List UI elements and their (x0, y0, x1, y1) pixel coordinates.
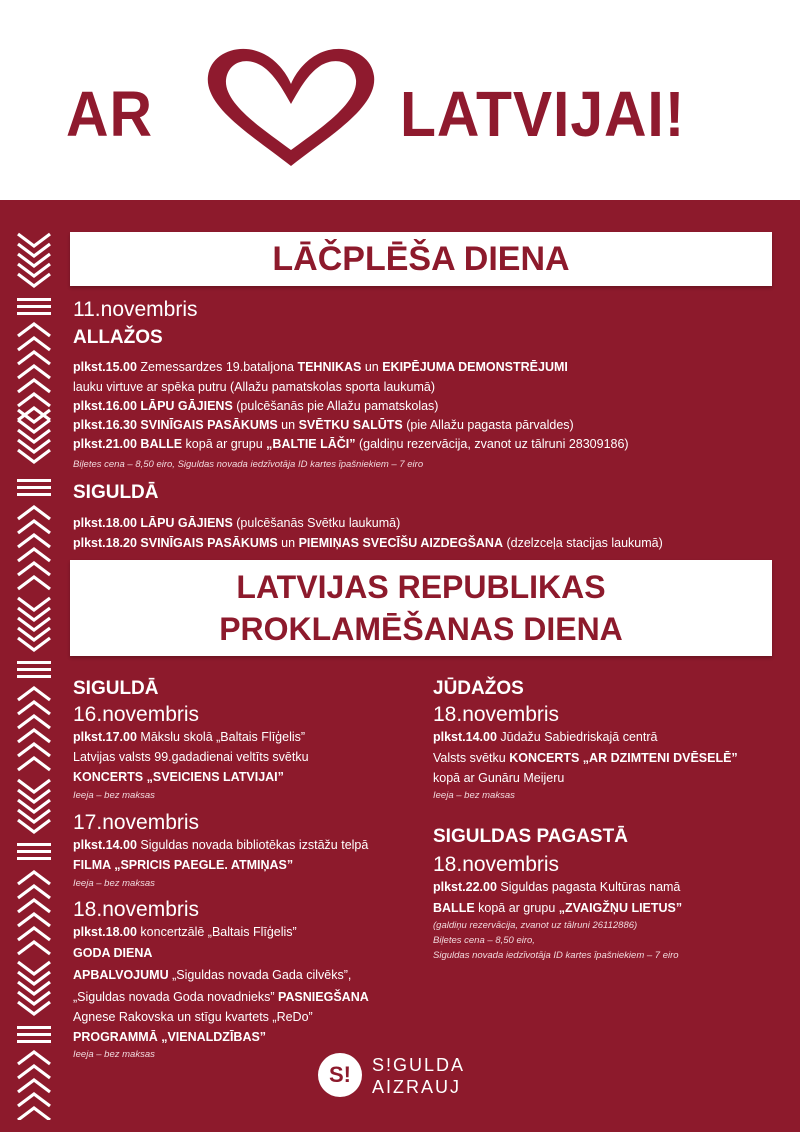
ticket-note: Siguldas novada iedzīvotāja ID kartes īpašniekiem – 7 eiro (433, 950, 679, 961)
section-title-line: PROKLAMĒŠANAS DIENA (219, 611, 623, 647)
section-title-lacplesa-diena: LĀČPLĒŠA DIENA (70, 232, 772, 286)
heart-icon (196, 38, 386, 173)
event-line: plkst.15.00 Zemessardzes 19.bataljona TEHNIKAS un EKIPĒJUMA DEMONSTRĒJUMI (73, 360, 568, 374)
chevron-down-icon (16, 596, 52, 656)
bars-icon (16, 1025, 52, 1047)
section-title-proklamesanas-diena (70, 560, 772, 656)
entry-note: Ieeja – bez maksas (73, 878, 155, 889)
event-line: plkst.16.30 SVINĪGAIS PASĀKUMS un SVĒTKU SALŪTS (pie Allažu pagasta pārvaldes) (73, 418, 574, 432)
event-line: Valsts svētku KONCERTS „AR DZIMTENI DVĒSELĒ” (433, 751, 738, 765)
chevron-up-icon (16, 505, 52, 591)
event-line: kopā ar Gunāru Meijeru (433, 771, 565, 785)
ticket-note: Biļetes cena – 8,50 eiro, Siguldas novada iedzīvotāja ID kartes īpašniekiem – 7 eiro (73, 459, 424, 470)
ticket-note: Biļetes cena – 8,50 eiro, (433, 935, 535, 946)
place-heading: ALLAŽOS (73, 327, 163, 348)
logo-line: AIZRAUJ (372, 1077, 462, 1097)
headline-latvijai: LATVIJAI! (400, 78, 686, 150)
event-line: Agnese Rakovska un stīgu kvartets „ReDo” (73, 1010, 313, 1024)
chevron-up-icon (16, 870, 52, 956)
chevron-down-icon (16, 408, 52, 468)
event-line: plkst.18.20 SVINĪGAIS PASĀKUMS un PIEMIŅAS SVECĪŠU AIZDEGŠANA (dzelzceļa stacijas laukumā) (73, 536, 663, 550)
event-line: plkst.18.00 LĀPU GĀJIENS (pulcēšanās Svētku laukumā) (73, 516, 401, 530)
event-line: plkst.16.00 LĀPU GĀJIENS (pulcēšanās pie Allažu pamatskolas) (73, 399, 439, 413)
entry-note: Ieeja – bez maksas (73, 1049, 155, 1060)
chevron-up-icon (16, 1050, 52, 1120)
reservation-note: (galdiņu rezervācija, zvanot uz tālruni 26112886) (433, 920, 638, 931)
event-line: plkst.14.00 Jūdažu Sabiedriskajā centrā (433, 730, 658, 744)
logo-mark: S! (318, 1053, 362, 1097)
event-line: lauku virtuve ar spēka putru (Allažu pamatskolas sporta laukumā) (73, 380, 435, 394)
event-line: plkst.17.00 Mākslu skolā „Baltais Flīģelis” (73, 730, 306, 744)
place-heading: SIGULDĀ (73, 482, 159, 503)
sigulda-logo (318, 1053, 488, 1103)
place-heading: SIGULDĀ (73, 678, 159, 699)
event-line: GODA DIENA (73, 946, 153, 960)
event-line: plkst.18.00 koncertzālē „Baltais Flīģelis” (73, 925, 297, 939)
event-line: KONCERTS „SVEICIENS LATVIJAI” (73, 770, 284, 784)
bars-icon (16, 842, 52, 864)
event-line: Latvijas valsts 99.gadadienai veltīts svētku (73, 750, 309, 764)
place-heading: JŪDAŽOS (433, 678, 524, 699)
event-line: plkst.22.00 Siguldas pagasta Kultūras namā (433, 880, 681, 894)
event-line: plkst.14.00 Siguldas novada bibliotēkas izstāžu telpā (73, 838, 369, 852)
chevron-down-icon (16, 232, 52, 292)
entry-note: Ieeja – bez maksas (73, 790, 155, 801)
place-heading: SIGULDAS PAGASTĀ (433, 826, 628, 847)
event-date: 11.novembris (73, 298, 198, 321)
event-line: BALLE kopā ar grupu „ZVAIGŽŅU LIETUS” (433, 901, 683, 915)
header (0, 0, 800, 200)
event-line: FILMA „SPRICIS PAEGLE. ATMIŅAS” (73, 858, 294, 872)
section-title-line: LATVIJAS REPUBLIKAS (236, 569, 606, 605)
bars-icon (16, 660, 52, 682)
logo-line: S!GULDA (372, 1055, 466, 1075)
chevron-up-icon (16, 686, 52, 772)
event-date: 17.novembris (73, 811, 200, 834)
event-date: 18.novembris (73, 898, 200, 921)
event-line: plkst.21.00 BALLE kopā ar grupu „BALTIE LĀČI” (galdiņu rezervācija, zvanot uz tālruni 28309186) (73, 437, 629, 451)
chevron-down-icon (16, 960, 52, 1020)
event-date: 18.novembris (433, 853, 560, 876)
event-line: PROGRAMMĀ „VIENALDZĪBAS” (73, 1030, 267, 1044)
event-line: „Siguldas novada Goda novadnieks” PASNIEGŠANA (73, 990, 369, 1004)
event-date: 18.novembris (433, 703, 560, 726)
bars-icon (16, 297, 52, 319)
headline-ar: AR (66, 78, 153, 150)
bars-icon (16, 478, 52, 500)
event-date: 16.novembris (73, 703, 200, 726)
event-line: APBALVOJUMU „Siguldas novada Gada cilvēks”, (73, 968, 352, 982)
entry-note: Ieeja – bez maksas (433, 790, 515, 801)
chevron-down-icon (16, 778, 52, 838)
